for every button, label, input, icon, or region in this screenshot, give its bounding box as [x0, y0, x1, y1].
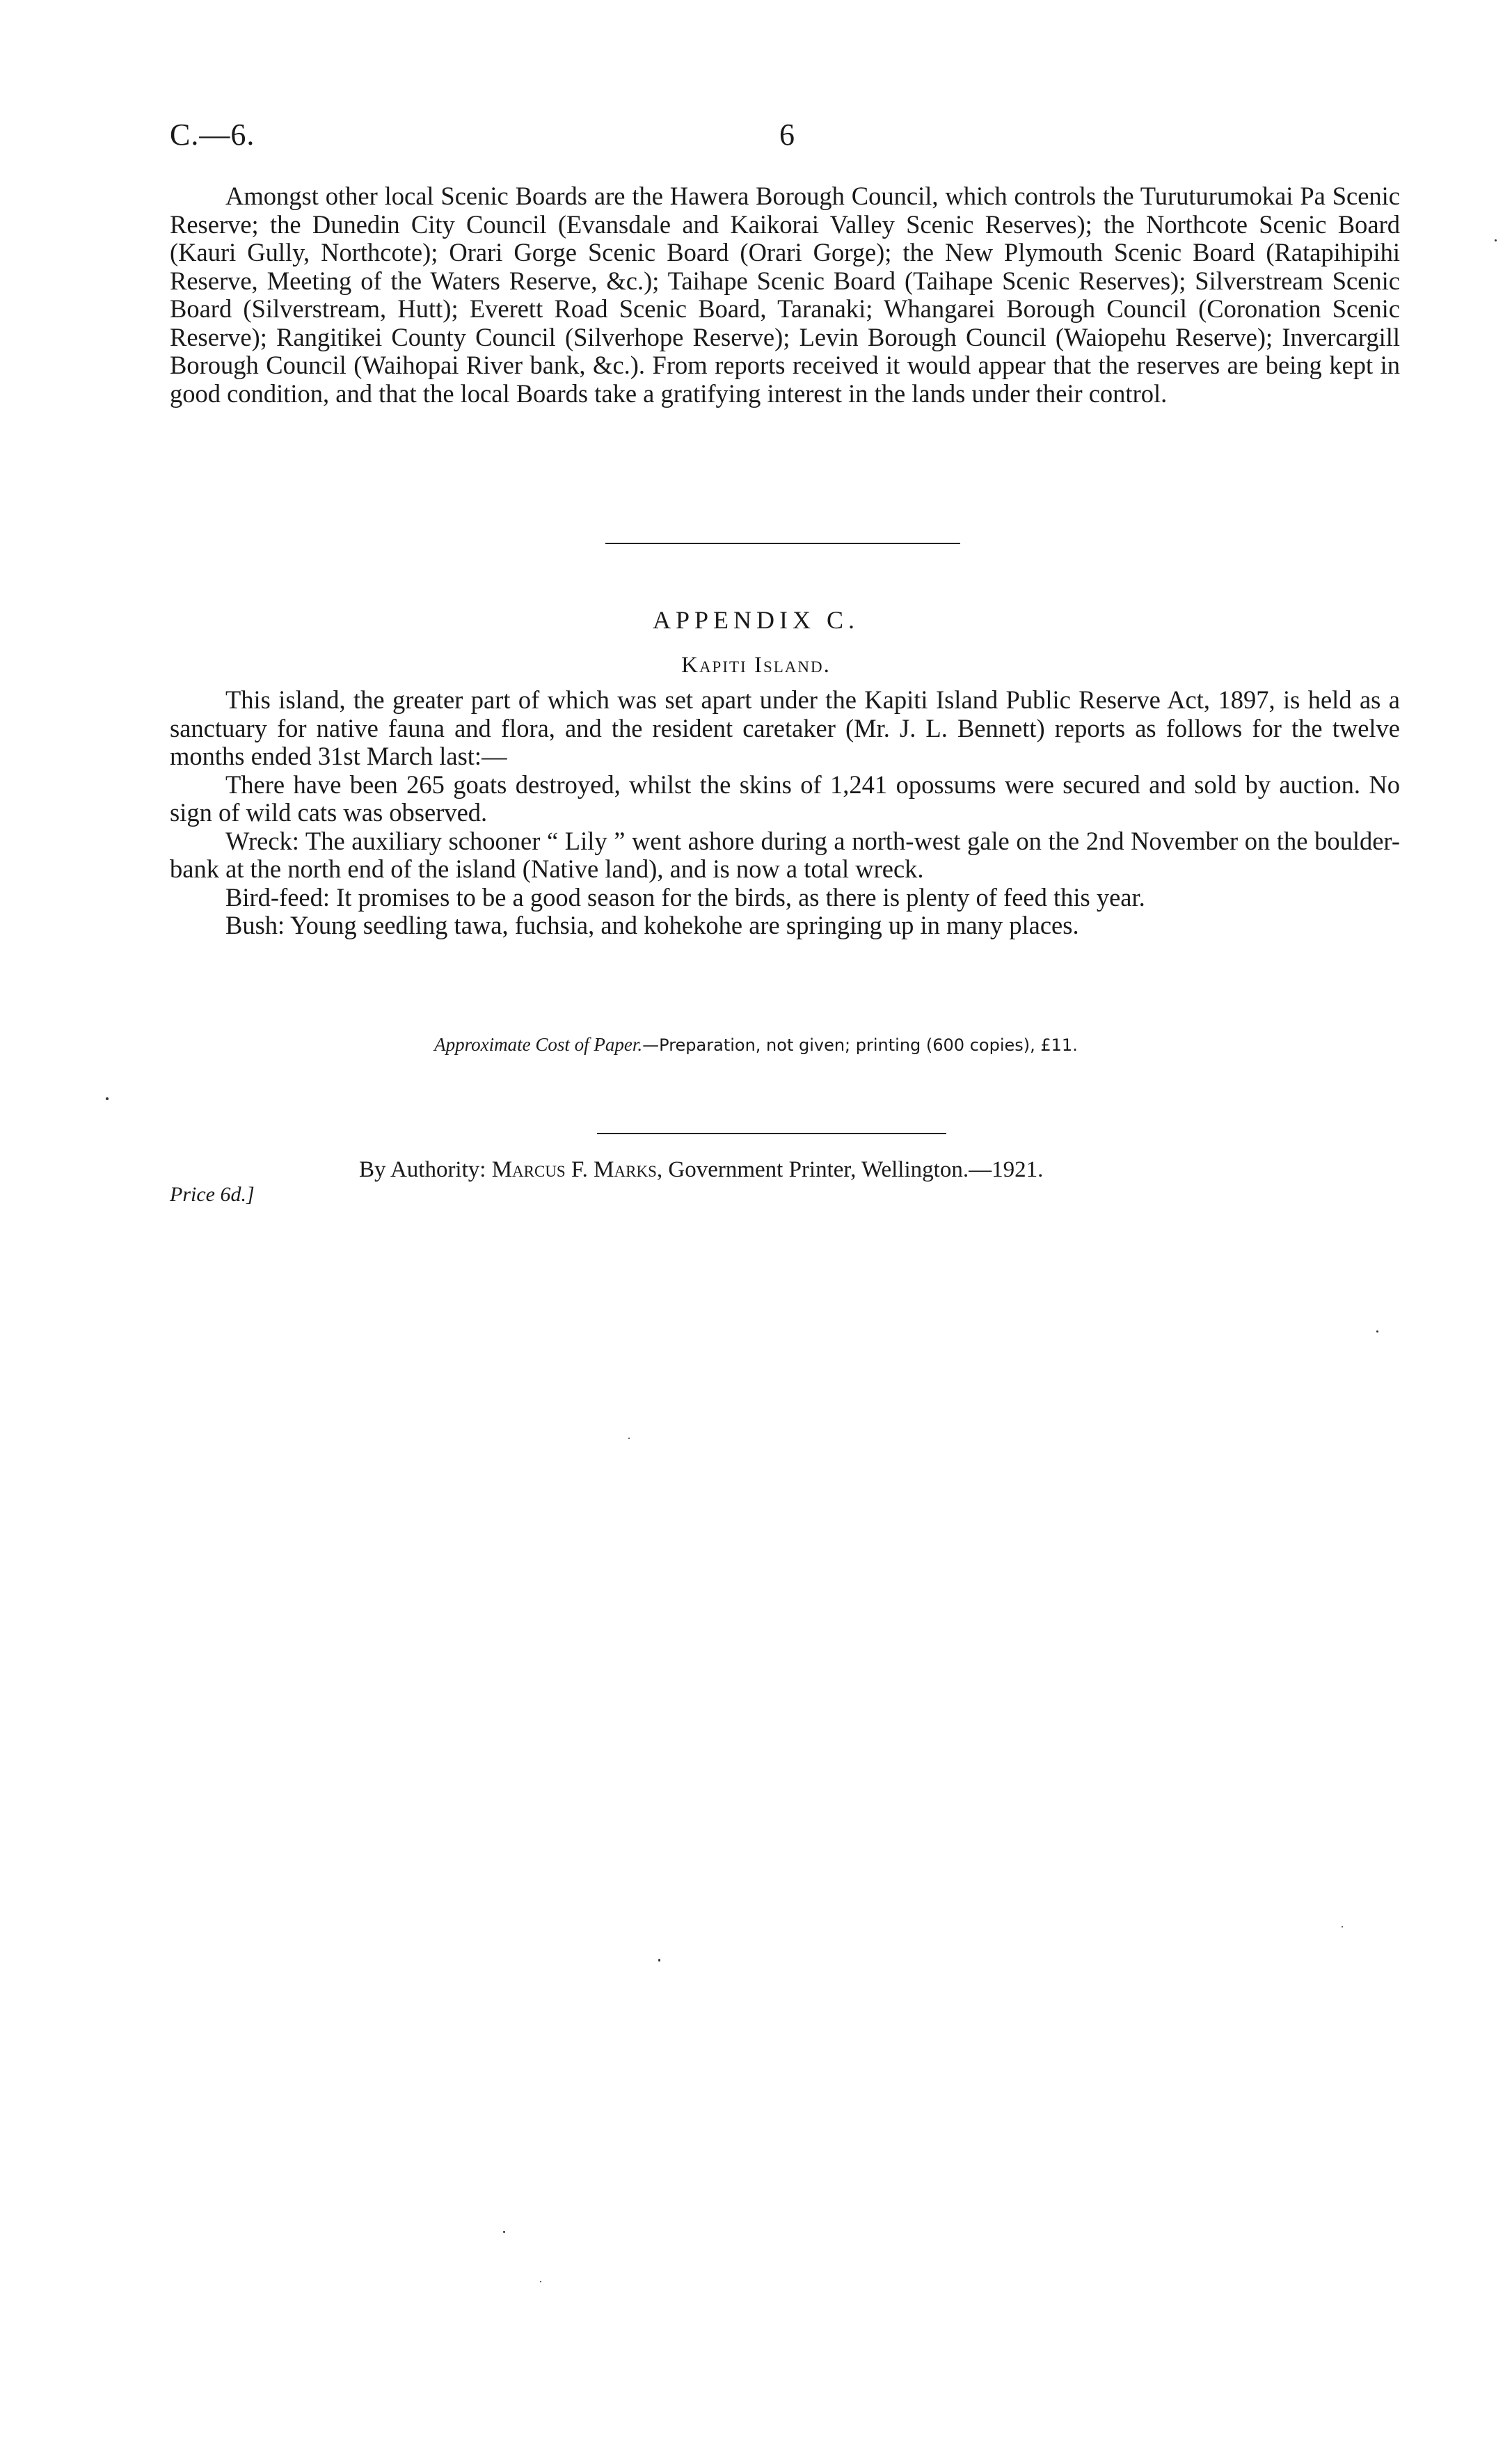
scan-speck — [1495, 239, 1497, 241]
scenic-boards-section — [170, 182, 1400, 408]
page-number: 6 — [779, 118, 795, 152]
scan-speck — [628, 1438, 630, 1439]
appendix-paragraph-bird-feed: Bird-feed: It promises to be a good season for the birds, as there is plenty of feed this year. — [225, 882, 1145, 912]
appendix-paragraph-intro: This island, the greater part of which was set apart under the Kapiti Island Public Reserve Act, 1897, is held as a sanctuary for native fauna and flora, and the resident caretaker (Mr. J. L. Bennett) reports as follows for the twelve months ended 31st March last:— — [170, 685, 1400, 770]
scan-speck — [1376, 1330, 1378, 1333]
appendix-body — [170, 686, 1400, 940]
cost-of-paper-note — [0, 1034, 1512, 1056]
scan-speck — [503, 2231, 505, 2233]
authority-prefix: By Authority: — [359, 1157, 492, 1182]
appendix-paragraph-bush: Bush: Young seedling tawa, fuchsia, and kohekohe are springing up in many places. — [225, 911, 1079, 939]
printer-name: Marcus F. Marks — [491, 1157, 657, 1182]
scan-speck — [658, 1959, 660, 1962]
document-code: C.—6. — [170, 118, 255, 152]
scan-speck — [1342, 1926, 1343, 1927]
scan-speck — [106, 1097, 109, 1100]
appendix-title: APPENDIX C. — [652, 606, 860, 634]
cost-text: —Preparation, not given; printing (600 copies), £11. — [642, 1035, 1078, 1055]
section-divider — [605, 543, 960, 544]
scenic-boards-paragraph: Amongst other local Scenic Boards are the Hawera Borough Council, which controls the Turuturumokai Pa Scenic Reserve; the Dunedin City Council (Evansdale and Kaikorai Valley Scenic Reserves); the Northcote Scenic Board (Kauri Gully, Northcote); Orari Gorge Scenic Board (Orari Gorge); the New Plymouth Scenic Board (Ratapihipihi Reserve, Meeting of the Waters Reserve, &c.); Taihape Scenic Board (Taihape Scenic Reserves); Silverstream Scenic Board (Silverstream, Hutt); Everett Road Scenic Board, Taranaki; Whangarei Borough Council (Coronation Scenic Reserve); Rangitikei County Council (Silverhope Reserve); Levin Borough Council (Waiopehu Reserve); Invercargill Borough Council (Waihopai River bank, &c.). From reports received it would appear that the reserves are being kept in good condition, and that the local Boards take a gratifying interest in the lands under their control. — [170, 182, 1400, 408]
appendix-paragraph-wreck: Wreck: The auxiliary schooner “ Lily ” went ashore during a north-west gale on the 2nd November on the boulder-bank at the north end of the island (Native land), and is now a total wreck. — [170, 826, 1400, 883]
cost-label: Approximate Cost of Paper. — [434, 1034, 643, 1055]
authority-suffix: , Government Printer, Wellington.—1921. — [656, 1157, 1044, 1182]
appendix-paragraph-goats: There have been 265 goats destroyed, whilst the skins of 1,241 opossums were secured and sold by auction. No sign of wild cats was observed. — [170, 770, 1400, 827]
price-note: Price 6d.] — [170, 1183, 255, 1206]
appendix-subtitle: Kapiti Island. — [681, 653, 831, 678]
printer-authority-line — [359, 1157, 1043, 1183]
footer-divider — [597, 1133, 946, 1134]
scan-speck — [540, 2281, 541, 2282]
